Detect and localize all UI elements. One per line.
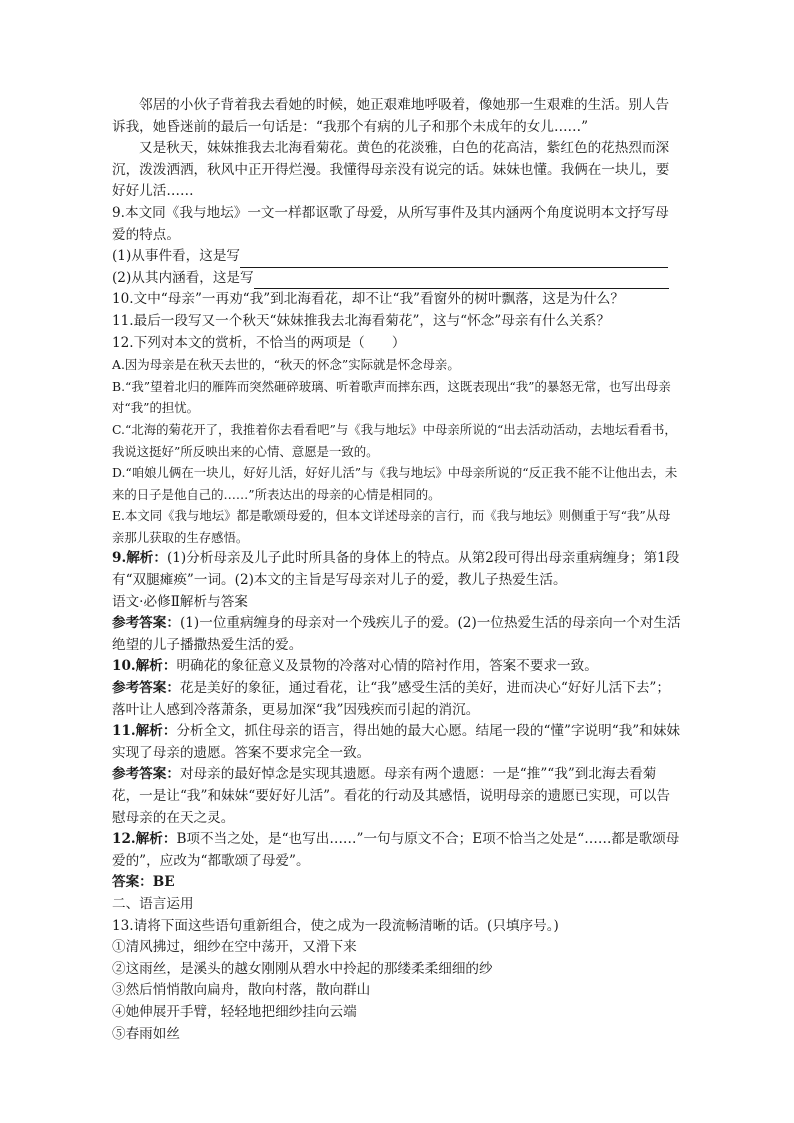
question-12-option-e: E.本文同《我与地坛》都是歌颂母爱的，但本文详述母亲的言行，而《我与地坛》则侧重于写“我”从母亲那儿获取的生存感悟。 bbox=[112, 508, 671, 545]
sentence-item: ②这雨丝，是溪头的越女刚刚从碧水中拎起的那缕柔柔细细的纱 bbox=[112, 960, 493, 977]
question-9-part-1 bbox=[112, 246, 682, 268]
section-2-title: 二、语言运用 bbox=[112, 895, 194, 912]
analysis-text: B项不当之处，是“也写出……”一句与原文不合；E项不恰当之处是“……都是歌颂母爱的”，应改为“都歌颂了母爱”。 bbox=[112, 831, 680, 869]
answer-10-reference bbox=[112, 678, 682, 721]
analysis-text: (1)分析母亲及儿子此时所具备的身体上的特点。从第2段可得出母亲重病缠身；第1段有“双腿瘫痪”一词。(2)本文的主旨是写母亲对儿子的爱，教儿子热爱生活。 bbox=[112, 550, 680, 589]
question-9-part-1-label: (1)从事件看，这是写 bbox=[112, 248, 241, 265]
answer-11-analysis bbox=[112, 721, 682, 764]
analysis-label: 12.解析： bbox=[112, 831, 177, 848]
answer-label: 答案： bbox=[112, 874, 153, 891]
reference-answer-text: 对母亲的最好悼念是实现其遗愿。母亲有两个遗愿：一是“推”“我”到北海去看菊花，一是让“我”和妹妹“要好好儿活”。看花的行动及其感悟，说明母亲的遗愿已实现，可以告慰母亲的在天之灵。 bbox=[112, 766, 670, 826]
question-12-option-a: A.因为母亲是在秋天去世的，“秋天的怀念”实际就是怀念母亲。 bbox=[112, 357, 460, 373]
analysis-label: 11.解析： bbox=[112, 723, 177, 740]
document-page bbox=[112, 95, 682, 1045]
answer-section-header: 语文·必修Ⅱ解析与答案 bbox=[112, 593, 248, 610]
question-12: 12.下列对本文的赏析，不恰当的两项是（ ） bbox=[112, 334, 406, 351]
reference-answer-label: 参考答案： bbox=[112, 766, 180, 783]
answer-10-analysis bbox=[112, 656, 682, 678]
answer-blank-line[interactable] bbox=[240, 252, 668, 268]
question-12-option-b: B.“我”望着北归的雁阵而突然砸碎玻璃、听着歌声而摔东西，这既表现出“我”的暴怒无常，也写出母亲对“我”的担忧。 bbox=[112, 378, 671, 416]
passage-paragraph-1: 邻居的小伙子背着我去看她的时候，她正艰难地呼吸着，像她那一生艰难的生活。别人告诉我，她昏迷前的最后一句话是：“我那个有病的儿子和那个未成年的女儿……” bbox=[112, 97, 670, 135]
answer-9-analysis bbox=[112, 548, 682, 591]
reference-answer-label: 参考答案： bbox=[112, 615, 180, 632]
question-12-option-c: C.“北海的菊花开了，我推着你去看看吧”与《我与地坛》中母亲所说的“出去活动活动，去地坛看看书，我说这挺好”所反映出来的心情、意愿是一致的。 bbox=[112, 421, 677, 459]
analysis-label: 10.解析： bbox=[112, 658, 177, 675]
sentence-item: ③然后悄悄散向扁舟，散向村落，散向群山 bbox=[112, 982, 371, 999]
question-12-option-d: D.“咱娘儿俩在一块儿，好好儿活，好好儿活”与《我与地坛》中母亲所说的“反正我不能不让他出去，未来的日子是他自己的……”所表达出的母亲的心情是相同的。 bbox=[112, 465, 678, 502]
answer-value: BE bbox=[152, 874, 175, 891]
question-9-part-2 bbox=[112, 268, 682, 290]
passage-paragraph-2: 又是秋天，妹妹推我去北海看菊花。黄色的花淡雅，白色的花高洁，紫红色的花热烈而深沉，泼泼洒洒，秋风中正开得烂漫。我懂得母亲没有说完的话。妹妹也懂。我俩在一块儿，要好好儿活…… bbox=[112, 140, 670, 200]
question-13: 13.请将下面这些语句重新组合，使之成为一段流畅清晰的话。(只填序号。) bbox=[112, 917, 559, 934]
reference-answer-label: 参考答案： bbox=[112, 680, 180, 697]
question-10: 10.文中“母亲”一再劝“我”到北海看花，却不让“我”看窗外的树叶飘落，这是为什么？ bbox=[112, 291, 624, 308]
reference-answer-text: 花是美好的象征，通过看花，让“我”感受生活的美好，进而决心“好好儿活下去”；落叶让人感到冷落萧条，更易加深“我”因残疾而引起的消沉。 bbox=[112, 680, 670, 718]
analysis-text: 明确花的象征意义及景物的冷落对心情的陪衬作用，答案不要求一致。 bbox=[176, 658, 598, 675]
analysis-label: 9.解析： bbox=[112, 550, 167, 567]
sentence-item: ④她伸展开手臂，轻轻地把细纱挂向云端 bbox=[112, 1003, 357, 1020]
question-9: 9.本文同《我与地坛》一文一样都讴歌了母爱，从所写事件及其内涵两个角度说明本文抒写母爱的特点。 bbox=[112, 204, 669, 243]
analysis-text: 分析全文，抓住母亲的语言，得出她的最大心愿。结尾一段的“懂”字说明“我”和妹妹实现了母亲的遗愿。答案不要求完全一致。 bbox=[112, 723, 681, 761]
question-11: 11.最后一段写又一个秋天“妹妹推我去北海看菊花”，这与“怀念”母亲有什么关系？ bbox=[112, 312, 611, 329]
question-9-part-2-label: (2)从其内涵看，这是写 bbox=[112, 269, 254, 286]
sentence-item: ①清风拂过，细纱在空中荡开，又滑下来 bbox=[112, 939, 357, 956]
reference-answer-text: (1)一位重病缠身的母亲对一个残疾儿子的爱。(2)一位热爱生活的母亲向一个对生活绝望的儿子播撒热爱生活的爱。 bbox=[112, 615, 681, 653]
answer-12-analysis bbox=[112, 829, 682, 872]
sentence-item: ⑤春雨如丝 bbox=[112, 1025, 180, 1042]
answer-9-reference bbox=[112, 613, 682, 656]
answer-blank-line[interactable] bbox=[254, 273, 669, 289]
answer-12-final bbox=[112, 872, 682, 894]
answer-11-reference bbox=[112, 764, 682, 829]
